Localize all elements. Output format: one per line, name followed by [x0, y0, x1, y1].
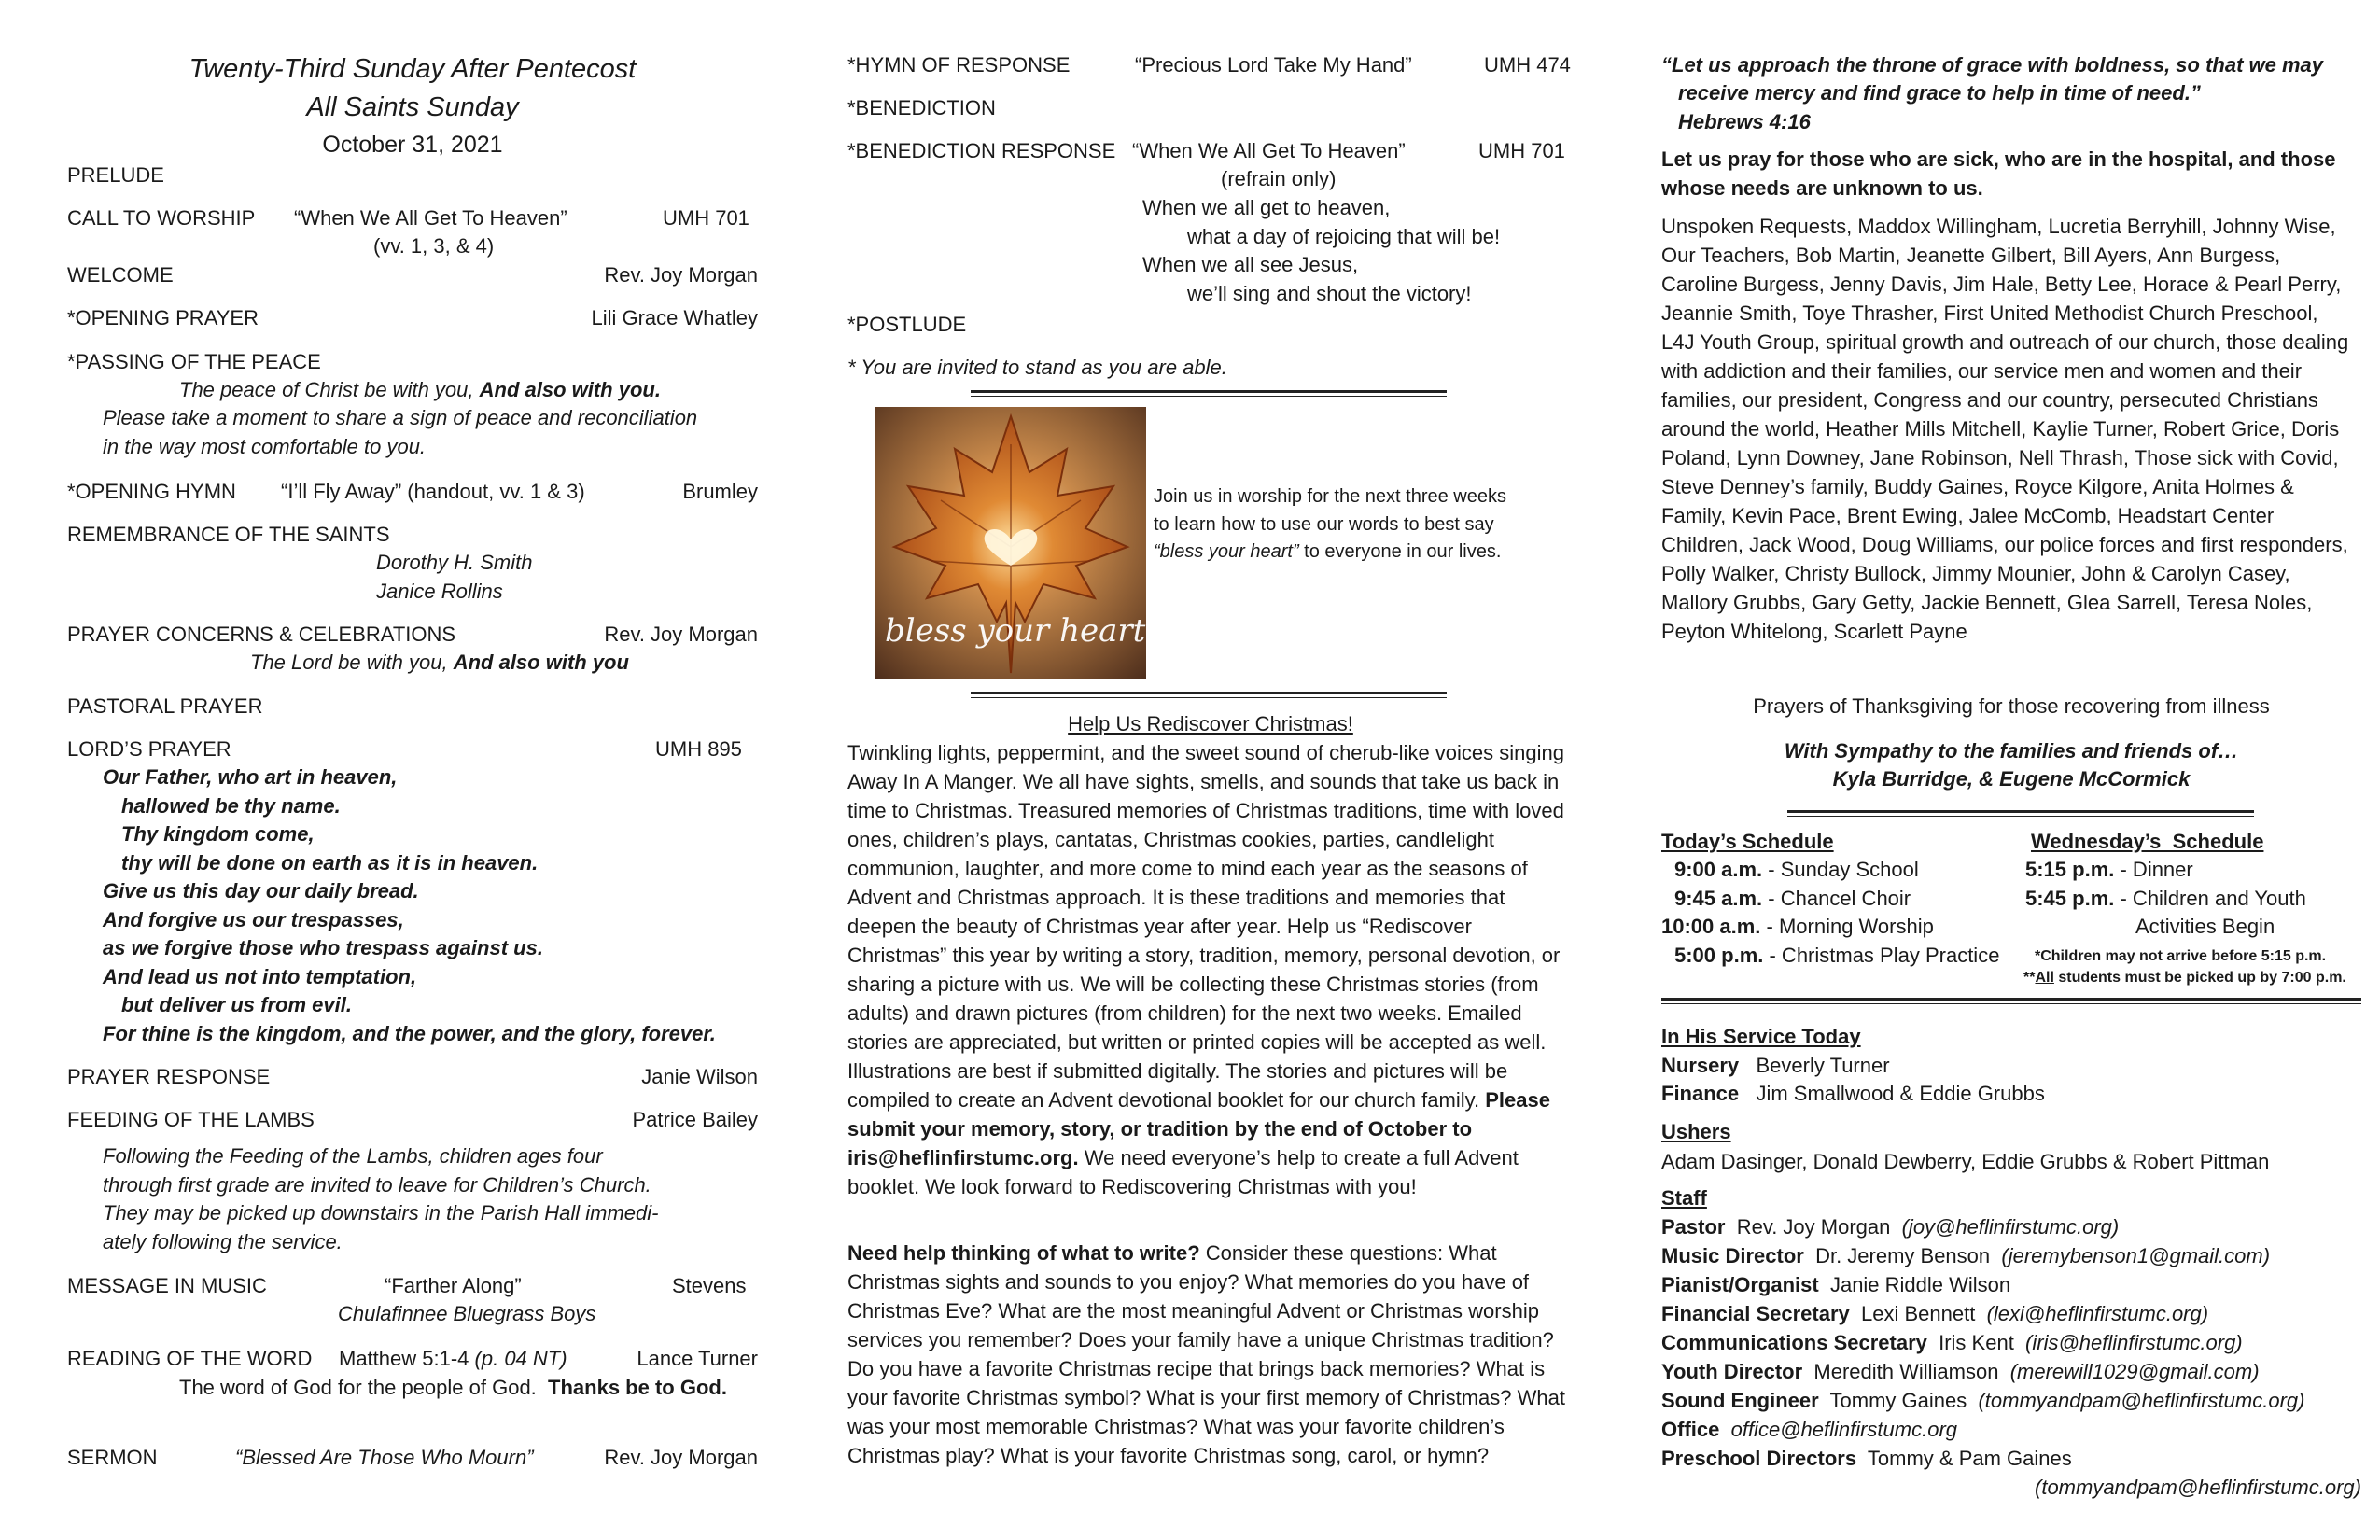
hymn-response-title: “Precious Lord Take My Hand” — [1135, 53, 1412, 77]
schedule-item: 5:00 p.m. - Christmas Play Practice — [1674, 944, 2000, 967]
scripture-quote-line: receive mercy and find grace to help in time of need.” — [1678, 81, 2201, 105]
sermon-label: SERMON — [67, 1446, 158, 1469]
prayer-concerns-response: The Lord be with you, And also with you — [250, 651, 629, 674]
schedule-item: 5:15 p.m. - Dinner — [2025, 858, 2193, 881]
wednesday-schedule-heading: Wednesday’s Schedule — [2031, 830, 2264, 853]
sympathy-line: With Sympathy to the families and friends of… — [1784, 739, 2239, 763]
lords-prayer-line: And lead us not into temptation, — [103, 965, 417, 988]
ushers-list: Adam Dasinger, Donald Dewberry, Eddie Grubbs & Robert Pittman — [1661, 1150, 2270, 1173]
passing-peace-label: *PASSING OF THE PEACE — [67, 350, 321, 373]
lords-prayer-line: thy will be done on earth as it is in heaven. — [121, 851, 539, 875]
staff-row: Sound Engineer Tommy Gaines (tommyandpam@heflinfirstumc.org) — [1661, 1389, 2305, 1412]
sermon-title: “Blessed Are Those Who Mourn” — [235, 1446, 534, 1469]
opening-hymn-ref: Brumley — [682, 480, 758, 503]
prayer-concerns-leader: Rev. Joy Morgan — [604, 623, 758, 646]
lambs-note-line: Following the Feeding of the Lambs, children ages four — [103, 1144, 603, 1168]
divider — [1661, 998, 2361, 1004]
peace-instruction-2: in the way most comfortable to you. — [103, 435, 427, 458]
prayer-and-staff-column — [1661, 0, 2361, 1540]
schedule-item: Activities Begin — [2135, 915, 2275, 938]
prayer-response-leader: Janie Wilson — [641, 1065, 758, 1088]
promo-line: Join us in worship for the next three weeks — [1154, 486, 1506, 507]
feeding-lambs-label: FEEDING OF THE LAMBS — [67, 1108, 315, 1131]
christmas-paragraph: Twinkling lights, peppermint, and the sweet sound of cherub-like voices singing Away In A Manger. We all have sights, smells, and sounds that take us back in time to Christmas. Treasured memories of Christmas traditions, time with loved ones, children’s plays, cantatas, Christmas cookies, parties, candlelight communion, laughter, and more come to mind each year as the seasons of Advent and Christmas approach. It is these traditions and memories that deepen the beauty of Christmas year after year. Help us “Rediscover Christmas” this year by writing a story, tradition, memory, personal devotion, or sharing a picture with us. We will be collecting these Christmas stories (from adults) and drawn pictures (from children) for the next two weeks. Emailed stories are appreciated, but written or printed copies will be accepted as well. Illustrations are best if submitted digitally. The stories and pictures will be compiled to create an Advent devotional booklet for our church family. Please submit your memory, story, or tradition by the end of October to iris@heflinfirstumc.org. We need everyone’s help to create a full Advent booklet. We look forward to Rediscovering Christmas with you! — [847, 741, 1564, 1198]
message-music-label: MESSAGE IN MUSIC — [67, 1274, 267, 1297]
peace-instruction-1: Please take a moment to share a sign of peace and reconciliation — [103, 406, 698, 429]
christmas-questions: Need help thinking of what to write? Consider these questions: What Christmas sights and sounds to you enjoy? What memories do you have of Christmas Eve? What are the most meaningful Advent or Christmas worship services you remember? Does your family have a unique Christmas tradition? Do you have a favorite Christmas recipe that brings back memories? What is your favorite Christmas symbol? What is your first memory of Christmas? What was your most memorable Christmas? What was your favorite children’s Christmas play? What is your favorite Christmas song, carol, or hymn? — [847, 1241, 1565, 1467]
refrain-line: we’ll sing and shout the victory! — [1187, 282, 1472, 305]
opening-prayer-label: *OPENING PRAYER — [67, 306, 259, 329]
reading-label: READING OF THE WORD — [67, 1347, 313, 1370]
remembrance-label: REMEMBRANCE OF THE SAINTS — [67, 523, 390, 546]
schedule-item: 5:45 p.m. - Children and Youth — [2025, 887, 2306, 910]
promo-line: “bless your heart” to everyone in our lives. — [1154, 541, 1502, 562]
lords-prayer-line: Give us this day our daily bread. — [103, 879, 419, 903]
benediction-response-ref: UMH 701 — [1478, 139, 1565, 162]
lords-prayer-line: as we forgive those who trespass against us. — [103, 936, 543, 959]
lambs-note-line: They may be picked up downstairs in the Parish Hall immedi- — [103, 1201, 659, 1225]
sympathy-names: Kyla Burridge, & Eugene McCormick — [1832, 767, 2191, 791]
preschool-email: (tommyandpam@heflinfirstumc.org) — [2035, 1476, 2361, 1499]
schedule-note: **All students must be picked up by 7:00 p.m. — [2023, 970, 2346, 986]
today-schedule-heading: Today’s Schedule — [1661, 830, 1834, 853]
welcome-label: WELCOME — [67, 263, 174, 287]
bless-your-heart-image — [875, 407, 1146, 679]
staff-heading: Staff — [1661, 1186, 1707, 1210]
postlude: *POSTLUDE — [847, 313, 967, 336]
nursery-line: Nursery Beverly Turner — [1661, 1054, 1890, 1077]
in-his-service-heading: In His Service Today — [1661, 1025, 1861, 1048]
pastoral-prayer: PASTORAL PRAYER — [67, 694, 263, 718]
bulletin-title: Twenty-Third Sunday After Pentecost — [189, 54, 637, 84]
prayer-response-label: PRAYER RESPONSE — [67, 1065, 271, 1088]
divider — [1787, 810, 2254, 817]
schedule-item: 10:00 a.m. - Morning Worship — [1661, 915, 1934, 938]
saint-name: Dorothy H. Smith — [376, 551, 533, 574]
reading-scripture: Matthew 5:1-4 (p. 04 NT) — [339, 1347, 567, 1370]
lords-prayer-line: but deliver us from evil. — [121, 993, 352, 1016]
refrain-line: what a day of rejoicing that will be! — [1187, 225, 1501, 248]
staff-row: Youth Director Meredith Williamson (merewill1029@gmail.com) — [1661, 1360, 2260, 1383]
lambs-note-line: ately following the service. — [103, 1230, 343, 1253]
lords-prayer-line: Our Father, who art in heaven, — [103, 765, 398, 789]
staff-row: Communications Secretary Iris Kent (iris@heflinfirstumc.org) — [1661, 1331, 2243, 1354]
call-to-worship-verses: (vv. 1, 3, & 4) — [373, 234, 495, 258]
message-music-ref: Stevens — [672, 1274, 747, 1297]
stand-note: * You are invited to stand as you are able. — [847, 356, 1227, 379]
staff-row: Office office@heflinfirstumc.org — [1661, 1418, 1958, 1441]
divider — [971, 390, 1447, 397]
lambs-note-line: through first grade are invited to leave for Children’s Church. — [103, 1173, 651, 1197]
scripture-quote-ref: Hebrews 4:16 — [1678, 110, 1811, 133]
schedule-item: 9:00 a.m. - Sunday School — [1674, 858, 1919, 881]
opening-hymn-label: *OPENING HYMN — [67, 480, 236, 503]
bulletin-date: October 31, 2021 — [322, 132, 503, 158]
peace-response: The peace of Christ be with you, And also with you. — [179, 378, 661, 401]
christmas-heading: Help Us Rediscover Christmas! — [1068, 712, 1353, 735]
schedule-note: *Children may not arrive before 5:15 p.m. — [2035, 948, 2327, 964]
call-to-worship-ref: UMH 701 — [663, 206, 749, 230]
hymn-response-ref: UMH 474 — [1484, 53, 1571, 77]
staff-row: Pastor Rev. Joy Morgan (joy@heflinfirstumc.org) — [1661, 1215, 2120, 1239]
prayer-concerns-label: PRAYER CONCERNS & CELEBRATIONS — [67, 623, 456, 646]
feeding-lambs-leader: Patrice Bailey — [632, 1108, 758, 1131]
lords-prayer-line: For thine is the kingdom, and the power, and the glory, forever. — [103, 1022, 716, 1045]
prayer-intro: Let us pray for those who are sick, who are in the hospital, and those whose needs are unknown to us. — [1661, 147, 2336, 200]
refrain-note: (refrain only) — [1221, 167, 1337, 190]
lords-prayer-line: hallowed be thy name. — [121, 794, 341, 818]
prelude: PRELUDE — [67, 163, 164, 187]
benediction-response-label: *BENEDICTION RESPONSE — [847, 139, 1116, 162]
call-to-worship-label: CALL TO WORSHIP — [67, 206, 256, 230]
announcements-column — [847, 0, 1574, 1540]
staff-row: Financial Secretary Lexi Bennett (lexi@heflinfirstumc.org) — [1661, 1302, 2209, 1325]
refrain-line: When we all get to heaven, — [1142, 196, 1391, 219]
reading-response: The word of God for the people of God. Thanks be to God. — [179, 1376, 727, 1399]
opening-prayer-leader: Lili Grace Whatley — [591, 306, 758, 329]
schedule-item: 9:45 a.m. - Chancel Choir — [1674, 887, 1911, 910]
staff-row: Pianist/Organist Janie Riddle Wilson — [1661, 1273, 2011, 1296]
lords-prayer-label: LORD’S PRAYER — [67, 737, 231, 761]
finance-line: Finance Jim Smallwood & Eddie Grubbs — [1661, 1082, 2045, 1105]
message-music-performer: Chulafinnee Bluegrass Boys — [338, 1302, 596, 1325]
staff-row: Music Director Dr. Jeremy Benson (jeremybenson1@gmail.com) — [1661, 1244, 2271, 1267]
hymn-response-label: *HYMN OF RESPONSE — [847, 53, 1071, 77]
welcome-leader: Rev. Joy Morgan — [604, 263, 758, 287]
call-to-worship-hymn: “When We All Get To Heaven” — [294, 206, 567, 230]
opening-hymn-title: “I’ll Fly Away” (handout, vv. 1 & 3) — [281, 480, 585, 503]
benediction: *BENEDICTION — [847, 96, 996, 119]
bulletin-subtitle: All Saints Sunday — [306, 92, 519, 122]
promo-line: to learn how to use our words to best say — [1154, 514, 1494, 535]
lords-prayer-line: Thy kingdom come, — [121, 822, 315, 846]
benediction-response-title: “When We All Get To Heaven” — [1132, 139, 1406, 162]
saint-name: Janice Rollins — [376, 580, 503, 603]
sermon-leader: Rev. Joy Morgan — [604, 1446, 758, 1469]
order-of-worship-column — [67, 0, 758, 1540]
message-music-title: “Farther Along” — [385, 1274, 522, 1297]
lords-prayer-ref: UMH 895 — [655, 737, 742, 761]
staff-row: Preschool Directors Tommy & Pam Gaines — [1661, 1447, 2072, 1470]
divider — [971, 692, 1447, 698]
scripture-quote-line: “Let us approach the throne of grace with boldness, so that we may — [1661, 53, 2324, 77]
lords-prayer-line: And forgive us our trespasses, — [103, 908, 404, 931]
ushers-heading: Ushers — [1661, 1120, 1731, 1143]
prayer-names: Unspoken Requests, Maddox Willingham, Lucretia Berryhill, Johnny Wise, Our Teachers, Bob Martin, Jeanette Gilbert, Bill Ayers, Ann Burgess, Caroline Burgess, Jenny Davis, Jim Hale, Betty Lee, Horace & Pearl Perry, Jeannie Smith, Toye Thrasher, First United Methodist Church Preschool, L4J Youth Group, spiritual growth and outreach of our church, those dealing with addiction and their families, our service men and women and their families, our president, Congress and our country, persecuted Christians around the world, Heather Mills Mitchell, Kaylie Turner, Robert Grice, Doris Poland, Lynn Downey, Jane Robinson, Nell Thrash, Those sick with Covid, Steve Denney’s family, Buddy Gaines, Royce Kilgore, Anita Holmes & Family, Kevin Pace, Brent Ewing, Jalee McComb, Headstart Center Children, Jack Wood, Doug Williams, our police forces and first responders, Polly Walker, Christy Bullock, Jimmy Mounier, John & Carolyn Casey, Mallory Grubbs, Gary Getty, Jackie Bennett, Glea Sarrell, Teresa Noles, Peyton Whitelong, Scarlett Payne — [1661, 215, 2349, 643]
image-caption: bless your heart — [885, 612, 1146, 650]
refrain-line: When we all see Jesus, — [1142, 253, 1359, 276]
reading-leader: Lance Turner — [637, 1347, 758, 1370]
thanksgiving-line: Prayers of Thanksgiving for those recovering from illness — [1753, 694, 2270, 718]
